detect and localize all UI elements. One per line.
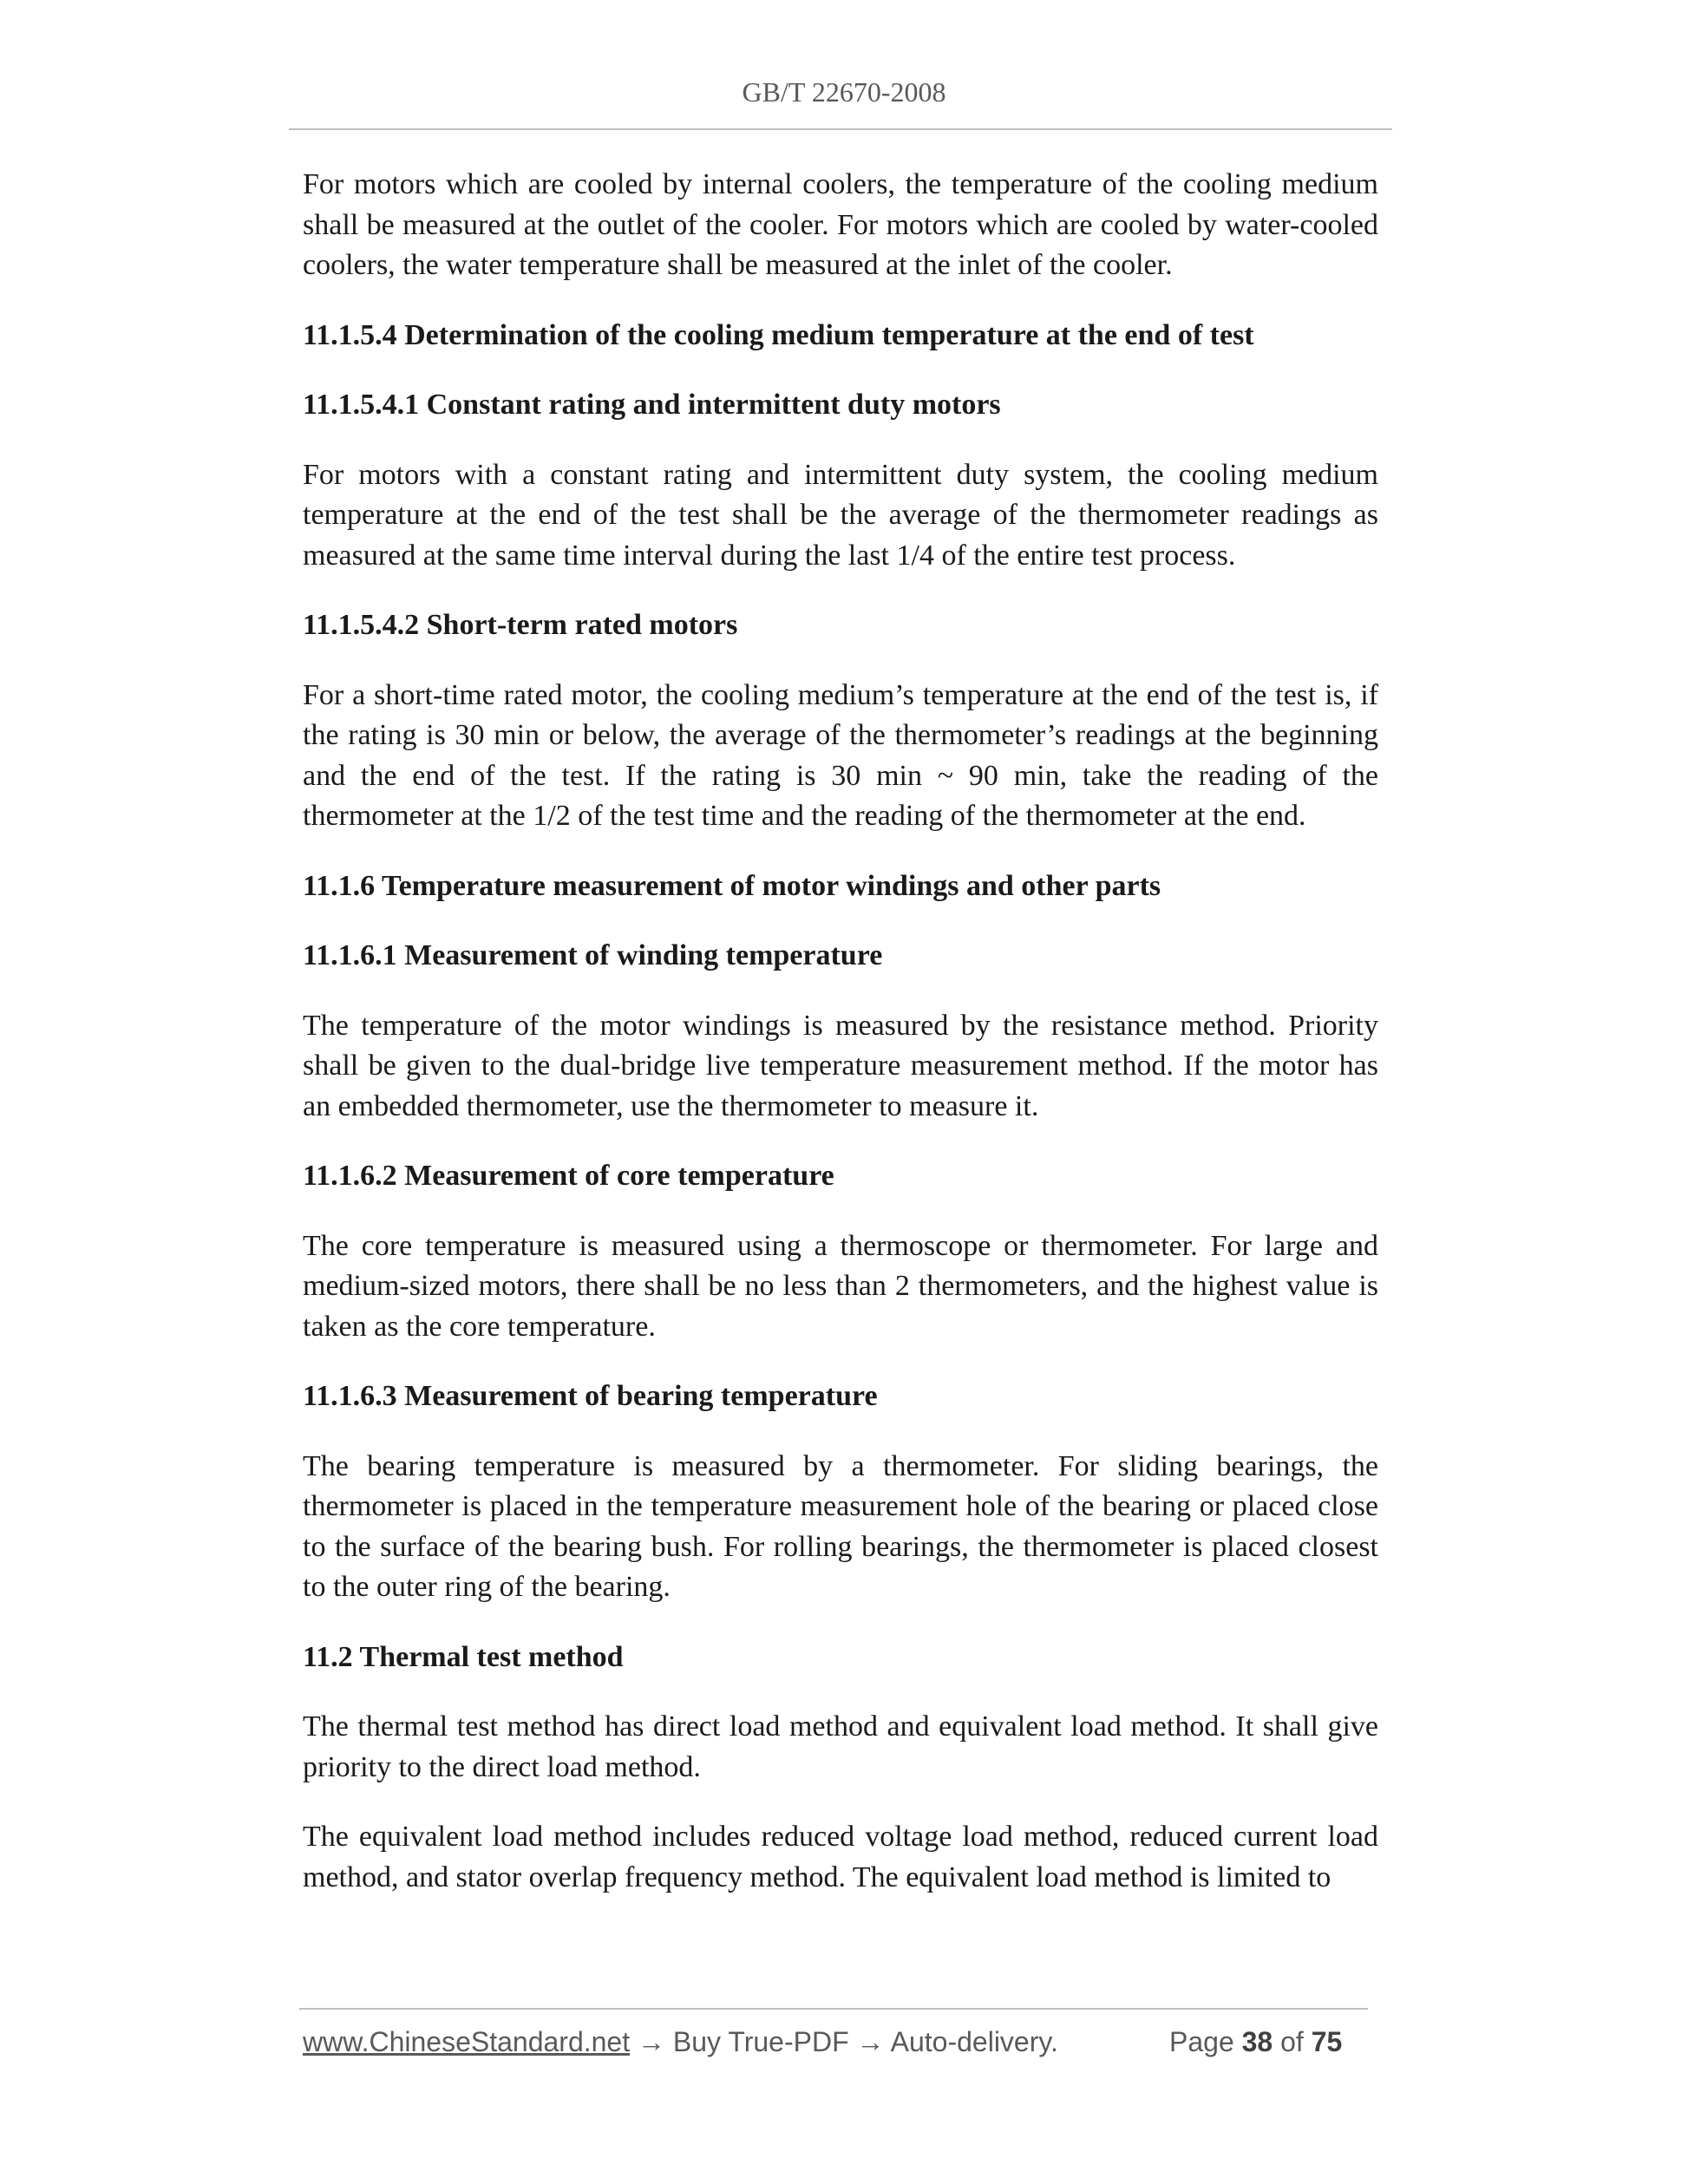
website-link[interactable]: www.ChineseStandard.net [303, 2026, 631, 2057]
arrow-right-icon: → [630, 2026, 673, 2057]
footer-divider [299, 2008, 1368, 2010]
heading-11-1-6-2: 11.1.6.2 Measurement of core temperature [303, 1160, 834, 1192]
paragraph-winding-temperature: The temperature of the motor windings is measured by the resistance method. Priority shall be given to the dual-bridge live temperature measurement method. If the motor has an embedded thermometer, use the thermometer to measure it. [303, 1009, 1378, 1122]
document-header-title: GB/T 22670-2008 [742, 76, 946, 108]
heading-11-1-5-4-1: 11.1.5.4.1 Constant rating and intermittent duty motors [303, 389, 1001, 421]
header-divider [289, 128, 1392, 130]
auto-delivery-text: Auto-delivery. [890, 2026, 1058, 2057]
document-body [303, 165, 1378, 1927]
paragraph-constant-rating: For motors with a constant rating and intermittent duty system, the cooling medium temperature at the end of the test shall be the average of the thermometer readings as measured at the same time interval during the last 1/4 of the entire test process. [303, 458, 1378, 572]
heading-11-1-6-3: 11.1.6.3 Measurement of bearing temperature [303, 1380, 878, 1412]
arrow-right-icon: → [848, 2026, 891, 2057]
paragraph-short-time-rated: For a short-time rated motor, the cooling medium’s temperature at the end of the test is, if the rating is 30 min or below, the average of the thermometer’s readings at the beginning and the end of the test. If the rating is 30 min ~ 90 min, take the reading of the thermometer at the 1/2 of the test time and the reading of the thermometer at the end. [303, 678, 1378, 832]
heading-11-1-6-1: 11.1.6.1 Measurement of winding temperature [303, 939, 883, 971]
buy-true-pdf-text: Buy True-PDF [672, 2026, 849, 2057]
heading-11-1-5-4-2: 11.1.5.4.2 Short-term rated motors [303, 609, 738, 641]
paragraph-thermal-test-method: The thermal test method has direct load method and equivalent load method. It shall give priority to the direct load method. [303, 1710, 1378, 1783]
paragraph-internal-coolers: For motors which are cooled by internal coolers, the temperature of the cooling medium shall be measured at the outlet of the cooler. For motors which are cooled by water-cooled coolers, the water temperature shall be measured at the inlet of the cooler. [303, 168, 1378, 281]
paragraph-core-temperature: The core temperature is measured using a thermoscope or thermometer. For large and medium-sized motors, there shall be no less than 2 thermometers, and the highest value is taken as the core temperature. [303, 1229, 1378, 1343]
heading-11-1-6: 11.1.6 Temperature measurement of motor windings and other parts [303, 869, 1161, 902]
page-indicator [1169, 2026, 1342, 2058]
footer-links [303, 2026, 1058, 2058]
heading-11-2: 11.2 Thermal test method [303, 1640, 624, 1673]
total-page-number: 75 [1311, 2026, 1343, 2057]
paragraph-equivalent-load: The equivalent load method includes reduced voltage load method, reduced current load method, and stator overlap frequency method. The equivalent load method is limited to [303, 1821, 1378, 1893]
of-label: of [1280, 2026, 1304, 2057]
current-page-number: 38 [1241, 2026, 1273, 2057]
page-label: Page [1169, 2026, 1234, 2057]
heading-11-1-5-4: 11.1.5.4 Determination of the cooling medium temperature at the end of test [303, 318, 1254, 351]
paragraph-bearing-temperature: The bearing temperature is measured by a thermometer. For sliding bearings, the thermometer is placed in the temperature measurement hole of the bearing or placed close to the surface of the bearing bush. For rolling bearings, the thermometer is placed closest to the outer ring of the bearing. [303, 1449, 1378, 1603]
